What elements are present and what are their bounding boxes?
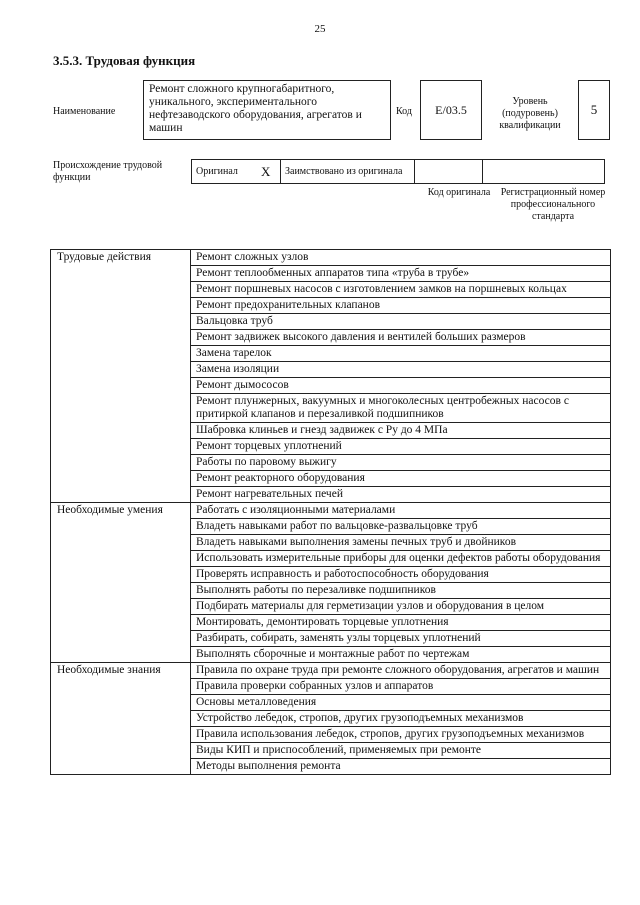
labor-function-table <box>50 249 611 775</box>
list-item: Ремонт теплообменных аппаратов типа «труба в трубе» <box>191 266 611 282</box>
level-label: Уровень (подуровень) квалификации <box>499 96 561 131</box>
list-item: Монтировать, демонтировать торцевые уплотнения <box>191 615 611 631</box>
list-item: Виды КИП и приспособлений, применяемых при ремонте <box>191 743 611 759</box>
list-item: Подбирать материалы для герметизации узлов и оборудования в целом <box>191 599 611 615</box>
code-label: Код <box>396 106 412 117</box>
original-label: Оригинал <box>192 160 252 184</box>
origin-label: Происхождение трудовой функции <box>53 160 163 183</box>
list-item: Ремонт торцевых уплотнений <box>191 439 611 455</box>
list-item: Ремонт нагревательных печей <box>191 487 611 503</box>
list-item: Ремонт сложных узлов <box>191 250 611 266</box>
section-title-cell: Трудовые действия <box>51 250 191 503</box>
original-mark: X <box>252 160 281 184</box>
reg-number-caption: Регистрационный номер профессионального стандарта <box>500 187 606 222</box>
list-item: Ремонт плунжерных, вакуумных и многоколесных центробежных насосов с притиркой клапанов и перезаливкой подшипников <box>191 394 611 423</box>
name-value: Ремонт сложного крупногабаритного, уникального, экспериментального нефтезаводского оборудования, агрегатов и машин <box>143 80 391 140</box>
reg-number-cell <box>483 160 605 184</box>
list-item: Ремонт предохранительных клапанов <box>191 298 611 314</box>
list-item: Использовать измерительные приборы для оценки дефектов работы оборудования <box>191 551 611 567</box>
list-item: Выполнять работы по перезаливке подшипников <box>191 583 611 599</box>
code-original-caption: Код оригинала <box>427 187 491 198</box>
list-item: Правила использования лебедок, стропов, других грузоподъемных механизмов <box>191 727 611 743</box>
list-item: Ремонт задвижек высокого давления и вентилей больших размеров <box>191 330 611 346</box>
section-title-cell: Необходимые умения <box>51 503 191 663</box>
list-item: Вальцовка труб <box>191 314 611 330</box>
list-item: Методы выполнения ремонта <box>191 759 611 775</box>
page-number: 25 <box>314 23 326 35</box>
origin-table <box>191 159 605 184</box>
original-code-cell <box>415 160 483 184</box>
list-item: Работать с изоляционными материалами <box>191 503 611 519</box>
list-item: Замена тарелок <box>191 346 611 362</box>
list-item: Правила проверки собранных узлов и аппаратов <box>191 679 611 695</box>
borrowed-label: Заимствовано из оригинала <box>281 160 415 184</box>
section-title: 3.5.3. Трудовая функция <box>53 53 196 68</box>
list-item: Работы по паровому выжигу <box>191 455 611 471</box>
level-value: 5 <box>578 80 610 140</box>
table-row <box>51 250 611 266</box>
list-item: Проверять исправность и работоспособность оборудования <box>191 567 611 583</box>
table-row <box>51 503 611 519</box>
list-item: Ремонт поршневых насосов с изготовлением замков на поршневых кольцах <box>191 282 611 298</box>
list-item: Владеть навыками выполнения замены печных труб и двойников <box>191 535 611 551</box>
list-item: Разбирать, собирать, заменять узлы торцевых уплотнений <box>191 631 611 647</box>
table-row <box>51 663 611 679</box>
list-item: Ремонт дымососов <box>191 378 611 394</box>
section-title-cell: Необходимые знания <box>51 663 191 775</box>
list-item: Выполнять сборочные и монтажные работ по чертежам <box>191 647 611 663</box>
list-item: Основы металловедения <box>191 695 611 711</box>
list-item: Правила по охране труда при ремонте сложного оборудования, агрегатов и машин <box>191 663 611 679</box>
name-label: Наименование <box>53 106 116 117</box>
list-item: Ремонт реакторного оборудования <box>191 471 611 487</box>
list-item: Устройство лебедок, стропов, других грузоподъемных механизмов <box>191 711 611 727</box>
list-item: Замена изоляции <box>191 362 611 378</box>
code-value: E/03.5 <box>420 80 482 140</box>
list-item: Владеть навыками работ по вальцовке-развальцовке труб <box>191 519 611 535</box>
list-item: Шабровка клиньев и гнезд задвижек с Pу до 4 МПа <box>191 423 611 439</box>
